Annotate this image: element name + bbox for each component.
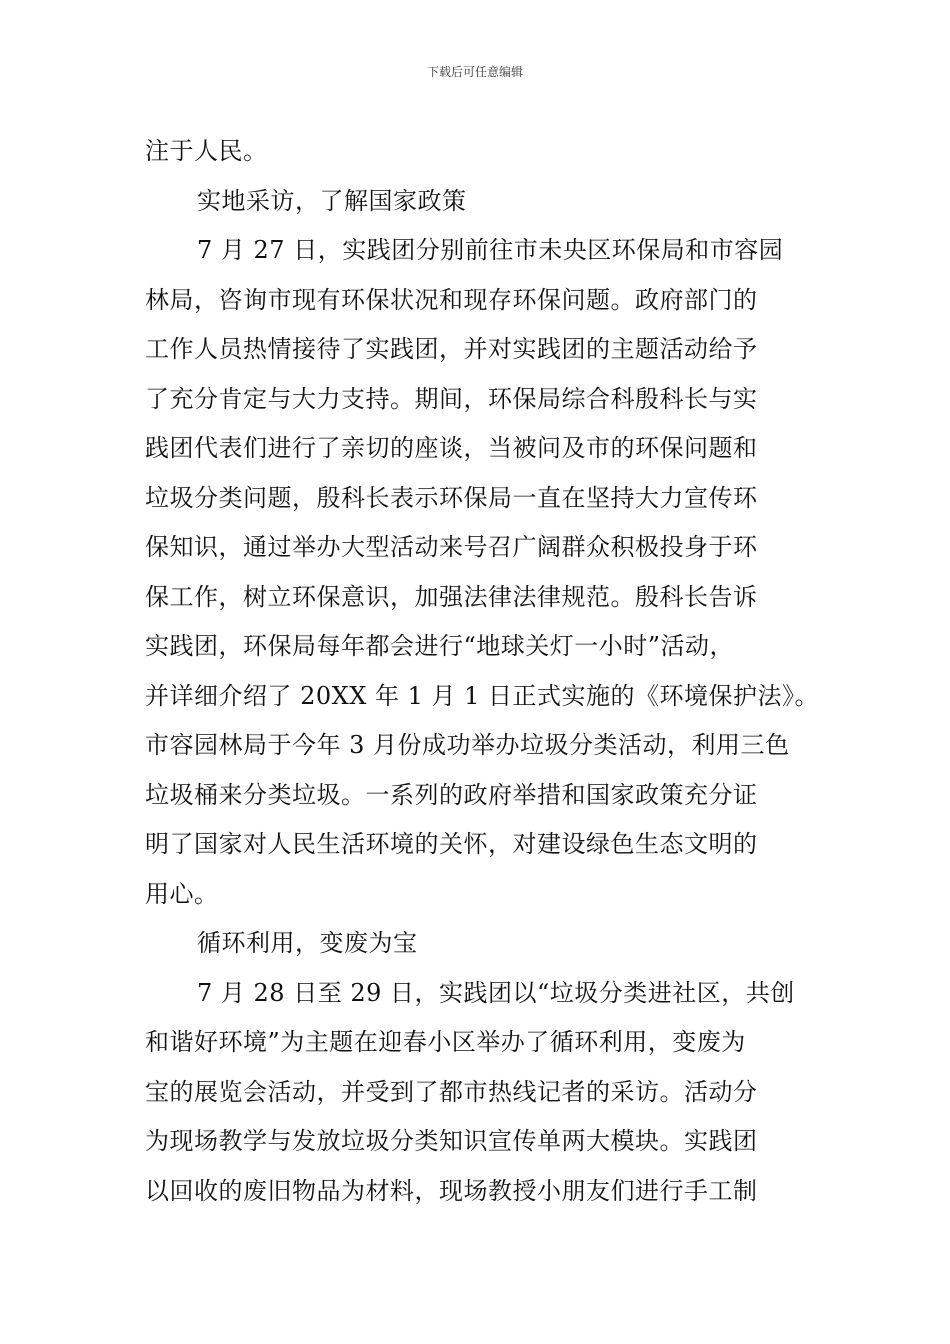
text-line: 并详细介绍了 20XX 年 1 月 1 日正式实施的《环境保护法》。 [145, 681, 820, 710]
text-line: 保工作，树立环保意识，加强法律法律规范。殷科长告诉 [145, 582, 758, 611]
text-line: 垃圾分类问题，殷科长表示环保局一直在坚持大力宣传环 [145, 483, 758, 512]
text-line: 和谐好环境”为主题在迎春小区举办了循环利用，变废为 [145, 1028, 746, 1056]
text-line: 为现场教学与发放垃圾分类知识宣传单两大模块。实践团 [145, 1127, 758, 1155]
document-body [145, 127, 820, 1216]
page-header: 下载后可任意编辑 [426, 65, 523, 79]
text-line: 工作人员热情接待了实践团，并对实践团的主题活动给予 [145, 335, 758, 363]
text-line: 注于人民。 [145, 137, 268, 165]
text-line: 践团代表们进行了亲切的座谈，当被问及市的环保问题和 [145, 434, 758, 462]
text-line: 实践团，环保局每年都会进行“地球关灯一小时”活动， [145, 632, 735, 660]
text-line: 垃圾桶来分类垃圾。一系列的政府举措和国家政策充分证 [145, 780, 758, 809]
text-line: 市容园林局于今年 3 月份成功举办垃圾分类活动，利用三色 [145, 731, 790, 759]
text-line: 以回收的废旧物品为材料，现场教授小朋友们进行手工制 [145, 1176, 758, 1205]
section-heading: 循环利用，变废为宝 [197, 929, 418, 957]
text-line: 用心。 [145, 879, 219, 908]
paragraph-start-line: 7 月 28 日至 29 日，实践团以“垃圾分类进社区，共创 [197, 978, 795, 1007]
text-line: 了充分肯定与大力支持。期间，环保局综合科殷科长与实 [145, 384, 758, 413]
text-line: 林局，咨询市现有环保状况和现存环保问题。政府部门的 [145, 285, 758, 314]
text-line: 保知识，通过举办大型活动来号召广阔群众积极投身于环 [145, 533, 758, 561]
paragraph-start-line: 7 月 27 日，实践团分别前往市未央区环保局和市容园 [197, 236, 784, 264]
text-line: 宝的展览会活动，并受到了都市热线记者的采访。活动分 [145, 1077, 758, 1106]
text-line: 明了国家对人民生活环境的关怀，对建设绿色生态文明的 [145, 830, 758, 858]
section-heading: 实地采访，了解国家政策 [197, 186, 467, 215]
